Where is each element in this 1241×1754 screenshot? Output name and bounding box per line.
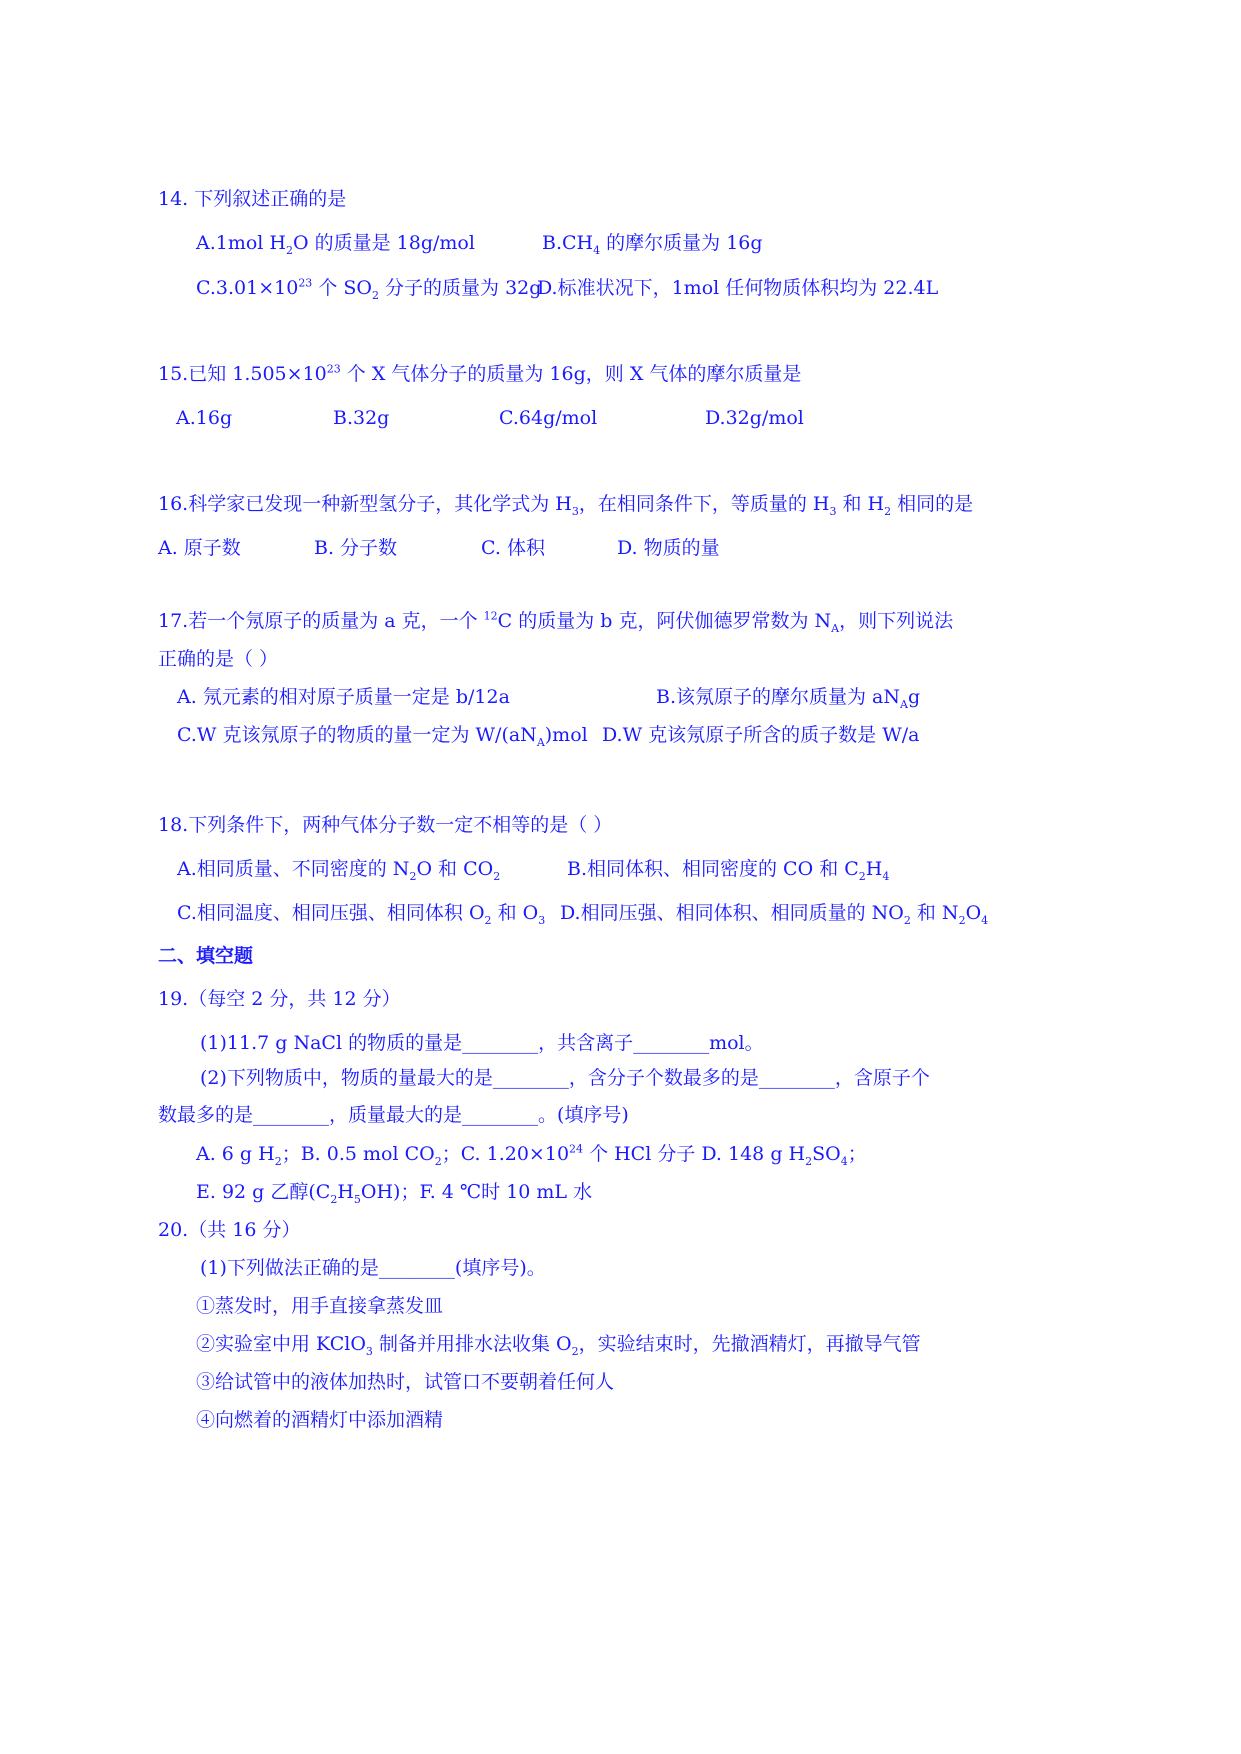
q17-option-a: A. 氖元素的相对原子质量一定是 b/12a (177, 686, 510, 708)
q20-stem: 20.（共 16 分） (158, 1219, 301, 1241)
q19-part2: (2)下列物质中，物质的量最大的是________，含分子个数最多的是________，含原子个 (200, 1067, 930, 1089)
q20-item-1: ①蒸发时，用手直接拿蒸发皿 (196, 1295, 444, 1317)
q14-option-d: D.标准状况下，1mol 任何物质体积均为 22.4L (537, 277, 939, 299)
q16-stem: 16.科学家已发现一种新型氢分子，其化学式为 $H_3$，在相同条件下，等质量的 $H_3$ 和 $H_2$ 相同的是 (158, 493, 974, 518)
q15-option-a: A.16g (176, 407, 233, 429)
q14-option-c: $C.3.01\times 10^{23}$ 个 $SO_2$ 分子的质量为 32g (196, 276, 542, 302)
q16-option-c: C. 体积 (481, 537, 545, 559)
q15-stem: 15.已知 $1.505\times 10^{23}$ 个 X 气体分子的质量为 16g，则 X 气体的摩尔质量是 (158, 362, 802, 385)
q15-option-b: B.32g (333, 407, 390, 429)
q14-option-a: A.1mol $H_2O$ 的质量是 18g/mol (196, 232, 475, 257)
q19-options-line1: A. 6 g $H_2$；B. 0.5 mol $CO_2$；C. $1.20\times 10^{24}$ 个 HCl 分子 D. 148 g $H_2SO_4$； (196, 1142, 867, 1168)
q14-option-b: $B.CH_4$ 的摩尔质量为 16g (542, 232, 763, 257)
q17-stem: 17.若一个氖原子的质量为 a 克，一个 $^{12}$C 的质量为 b 克，阿伏伽德罗常数为 $N_A$，则下列说法 (158, 609, 954, 635)
q16-option-a: A. 原子数 (158, 537, 241, 559)
q18-option-c: C.相同温度、相同压强、相同体积 $O_2$ 和 $O_3$ (177, 902, 546, 927)
q16-option-b: B. 分子数 (314, 537, 398, 559)
q18-option-d: D.相同压强、相同体积、相同质量的 $NO_2$ 和 $N_2O_4$ (560, 902, 989, 927)
q20-part1: (1)下列做法正确的是________(填序号)。 (200, 1257, 546, 1279)
q14-stem: 14. 下列叙述正确的是 (158, 188, 347, 210)
q17-option-b: B.该氖原子的摩尔质量为 $aN_Ag$ (656, 686, 921, 711)
q19-stem: 19.（每空 2 分，共 12 分） (158, 988, 401, 1010)
q19-part1: (1)11.7 g NaCl 的物质的量是________，共含离子________mol。 (200, 1032, 764, 1054)
q18-option-a: A.相同质量、不同密度的 $N_2O$ 和 $CO_2$ (177, 858, 501, 883)
section-heading: 二、填空题 (158, 945, 254, 967)
q15-option-c: C.64g/mol (499, 407, 598, 429)
q20-item-3: ③给试管中的液体加热时，试管口不要朝着任何人 (196, 1371, 615, 1393)
q20-item-4: ④向燃着的酒精灯中添加酒精 (196, 1409, 444, 1431)
q16-option-d: D. 物质的量 (617, 537, 720, 559)
q17-stem-line2: 正确的是（ ） (158, 648, 279, 670)
q18-option-b: B.相同体积、相同密度的 CO 和 $C_2H_4$ (567, 858, 890, 883)
q18-stem: 18.下列条件下，两种气体分子数一定不相等的是（ ） (158, 814, 613, 836)
q17-option-d: D.W 克该氖原子所含的质子数是 W/a (602, 724, 920, 746)
q19-part2-cont: 数最多的是________，质量最大的是________。(填序号) (158, 1104, 629, 1126)
q19-options-line2: E. 92 g 乙醇$(C_2H_5OH)$；F. 4 ℃时 10 mL 水 (196, 1181, 593, 1206)
q15-option-d: D.32g/mol (705, 407, 804, 429)
q20-item-2: ②实验室中用 KClO$_3$ 制备并用排水法收集 $O_2$，实验结束时，先撤酒精灯，再撤导气管 (196, 1333, 921, 1358)
q17-option-c: C.W 克该氖原子的物质的量一定为 $W/(aN_A)mol$ (177, 724, 588, 749)
